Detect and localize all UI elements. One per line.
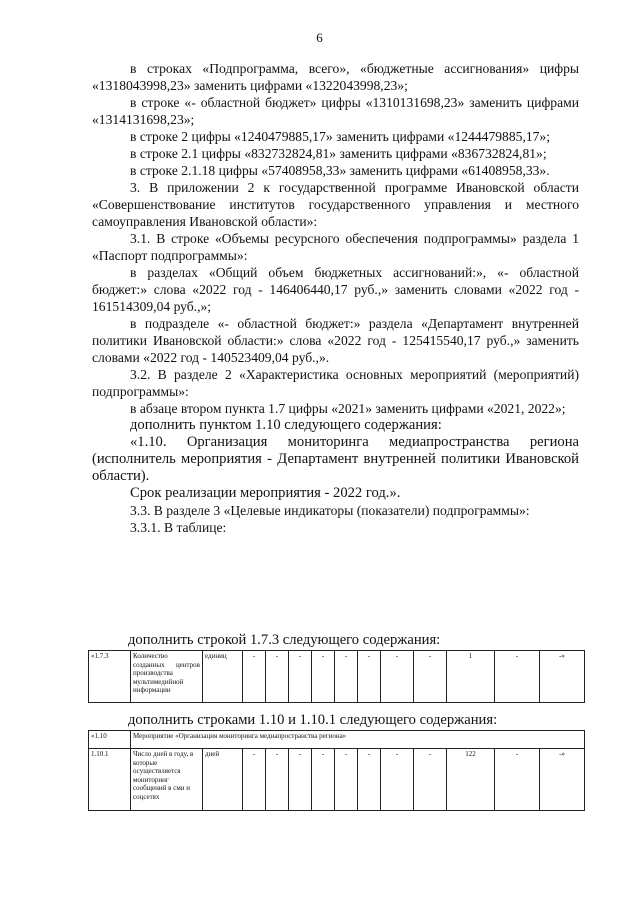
table-cell: - [414, 651, 447, 703]
paragraph-16: 3.3.1. В таблице: [130, 520, 227, 535]
table-cell: - [495, 749, 540, 811]
table-cell: 1.10.1 [89, 749, 131, 811]
table-cell: - [414, 749, 447, 811]
table-row [89, 651, 585, 703]
table-cell: «1.10 [89, 731, 131, 749]
table-cell: - [381, 749, 414, 811]
table-cell: - [289, 749, 312, 811]
paragraph-8: в разделах «Общий объем бюджетных ассигнований:», «- областной бюджет:» слова «2022 год - 146406440,17 руб.,» заменить словами «2022 год - 161514309,04 руб.,»; [92, 265, 579, 314]
table-cell: -» [540, 651, 585, 703]
table-1 [88, 650, 584, 703]
table1-caption: дополнить строкой 1.7.3 следующего содержания: [128, 632, 441, 648]
table-cell: - [381, 651, 414, 703]
paragraph-7: 3.1. В строке «Объемы ресурсного обеспечения подпрограммы» раздела 1 «Паспорт подпрограммы»: [92, 231, 579, 263]
paragraph-6: 3. В приложении 2 к государственной программе Ивановской области «Совершенствование институтов государственного управления и местного самоуправления Ивановской области»: [92, 180, 579, 229]
table-cell: Количество созданных центров производства мультимедийной информации [131, 651, 203, 703]
table-row [89, 731, 585, 749]
table-cell: 122 [447, 749, 495, 811]
table-cell: - [266, 749, 289, 811]
table-cell: 1 [447, 651, 495, 703]
table-cell: - [289, 651, 312, 703]
paragraph-1: в строках «Подпрограмма, всего», «бюджетные ассигнования» цифры «1318043998,23» заменить цифрами «1322043998,23»; [92, 61, 579, 93]
table-cell: Число дней в году, в которые осуществляется мониторинг сообщений в сми и соцсетях [131, 749, 203, 811]
table-cell: - [243, 651, 266, 703]
table2-caption: дополнить строками 1.10 и 1.10.1 следующего содержания: [128, 712, 498, 728]
paragraph-15: 3.3. В разделе 3 «Целевые индикаторы (показатели) подпрограммы»: [130, 503, 530, 518]
page-number: 6 [316, 30, 323, 45]
paragraph-2: в строке «- областной бюджет» цифры «1310131698,23» заменить цифрами «1314131698,23»; [92, 95, 579, 127]
paragraph-14: Срок реализации мероприятия - 2022 год.». [130, 485, 401, 501]
paragraph-9: в подразделе «- областной бюджет:» раздела «Департамент внутренней политики Ивановской области:» слова «2022 год - 125415540,17 руб.,» заменить словами «2022 год - 140523409,04 руб.,». [92, 316, 579, 365]
paragraph-5: в строке 2.1.18 цифры «57408958,33» заменить цифрами «61408958,33». [130, 163, 550, 178]
table-cell: - [312, 651, 335, 703]
paragraph-11: в абзаце втором пункта 1.7 цифры «2021» заменить цифрами «2021, 2022»; [130, 401, 566, 416]
paragraph-4: в строке 2.1 цифры «832732824,81» заменить цифрами «836732824,81»; [130, 146, 547, 161]
table-cell: единиц [203, 651, 243, 703]
table-cell: - [312, 749, 335, 811]
paragraph-12: дополнить пунктом 1.10 следующего содержания: [130, 417, 442, 433]
paragraph-13: «1.10. Организация мониторинга медиапространства региона (исполнитель мероприятия - Департамент внутренней политики Ивановской области). [92, 434, 579, 484]
table-row [89, 749, 585, 811]
paragraph-10: 3.2. В разделе 2 «Характеристика основных мероприятий (мероприятий) подпрограммы»: [92, 367, 579, 399]
document-body [92, 60, 579, 536]
paragraph-3: в строке 2 цифры «1240479885,17» заменить цифрами «1244479885,17»; [130, 129, 551, 144]
table-cell: - [266, 651, 289, 703]
table-cell: «1.7.3 [89, 651, 131, 703]
table-cell: - [335, 749, 358, 811]
table-cell: - [495, 651, 540, 703]
table-2 [88, 730, 584, 811]
table-cell: дней [203, 749, 243, 811]
table-cell: - [335, 651, 358, 703]
table-cell: -» [540, 749, 585, 811]
table-cell: - [358, 651, 381, 703]
table-cell: - [358, 749, 381, 811]
table-cell: Мероприятие «Организация мониторинга медиапространства региона» [131, 731, 585, 749]
table-cell: - [243, 749, 266, 811]
